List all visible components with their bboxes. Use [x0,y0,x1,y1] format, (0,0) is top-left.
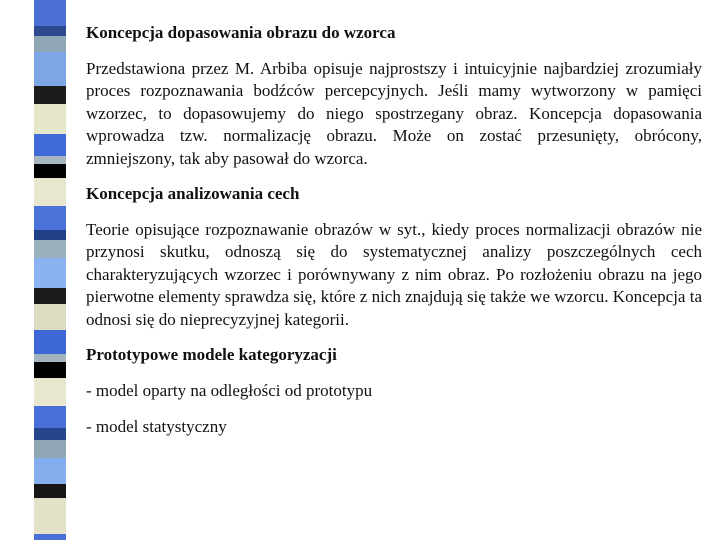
section-text-features: Teorie opisujące rozpoznawanie obrazów w syt., kiedy proces normalizacji obrazów nie przynosi skutku, odnoszą się do systematycznej analizy poszczególnych cech charakteryzujących wzorzec i porównywany z nim obraz. Po rozłożeniu obrazu na jego pierwotne elementy sprawdza się, które z nich znajdują się także we wzorcu. Koncepcja ta odnosi się do nieprecyzyjnej kategorii. [86,219,702,329]
stripe-segment [34,458,66,484]
stripe-segment [34,104,66,134]
stripe-segment [34,304,66,330]
stripe-segment [34,440,66,458]
stripe-segment [34,52,66,86]
model-item-distance: - model oparty na odległości od prototypu [86,380,373,400]
stripe-segment [34,230,66,240]
stripe-segment [34,354,66,362]
stripe-segment [34,240,66,258]
stripe-segment [34,0,66,26]
stripe-segment [34,258,66,288]
stripe-segment [34,206,66,230]
stripe-segment [34,164,66,178]
stripe-segment [34,428,66,440]
section-heading-prototype: Prototypowe modele kategoryzacji [86,345,337,364]
stripe-segment [34,406,66,428]
decorative-stripe-bar [34,0,66,540]
stripe-segment [34,362,66,378]
stripe-segment [34,26,66,36]
stripe-segment [34,484,66,498]
slide-content [86,22,702,453]
stripe-segment [34,86,66,104]
stripe-segment [34,534,66,540]
stripe-segment [34,288,66,304]
stripe-segment [34,134,66,156]
section-text-matching: Przedstawiona przez M. Arbiba opisuje najprostszy i intuicyjnie najbardziej zrozumiały proces rozpoznawania bodźców percepcyjnych. Jeśli mamy wytworzony w pamięci wzorzec, to dopasowujemy do niego spostrzegany obraz. Koncepcja dopasowania wprowadza tzw. normalizację obrazu. Może on zostać przesunięty, obrócony, zmniejszony, tak aby pasował do wzorca. [86,58,702,168]
stripe-segment [34,378,66,406]
section-heading-features: Koncepcja analizowania cech [86,184,300,203]
stripe-segment [34,498,66,534]
stripe-segment [34,330,66,354]
section-heading-matching: Koncepcja dopasowania obrazu do wzorca [86,23,396,42]
stripe-segment [34,156,66,164]
stripe-segment [34,178,66,206]
stripe-segment [34,36,66,52]
model-item-statistical: - model statystyczny [86,417,227,436]
